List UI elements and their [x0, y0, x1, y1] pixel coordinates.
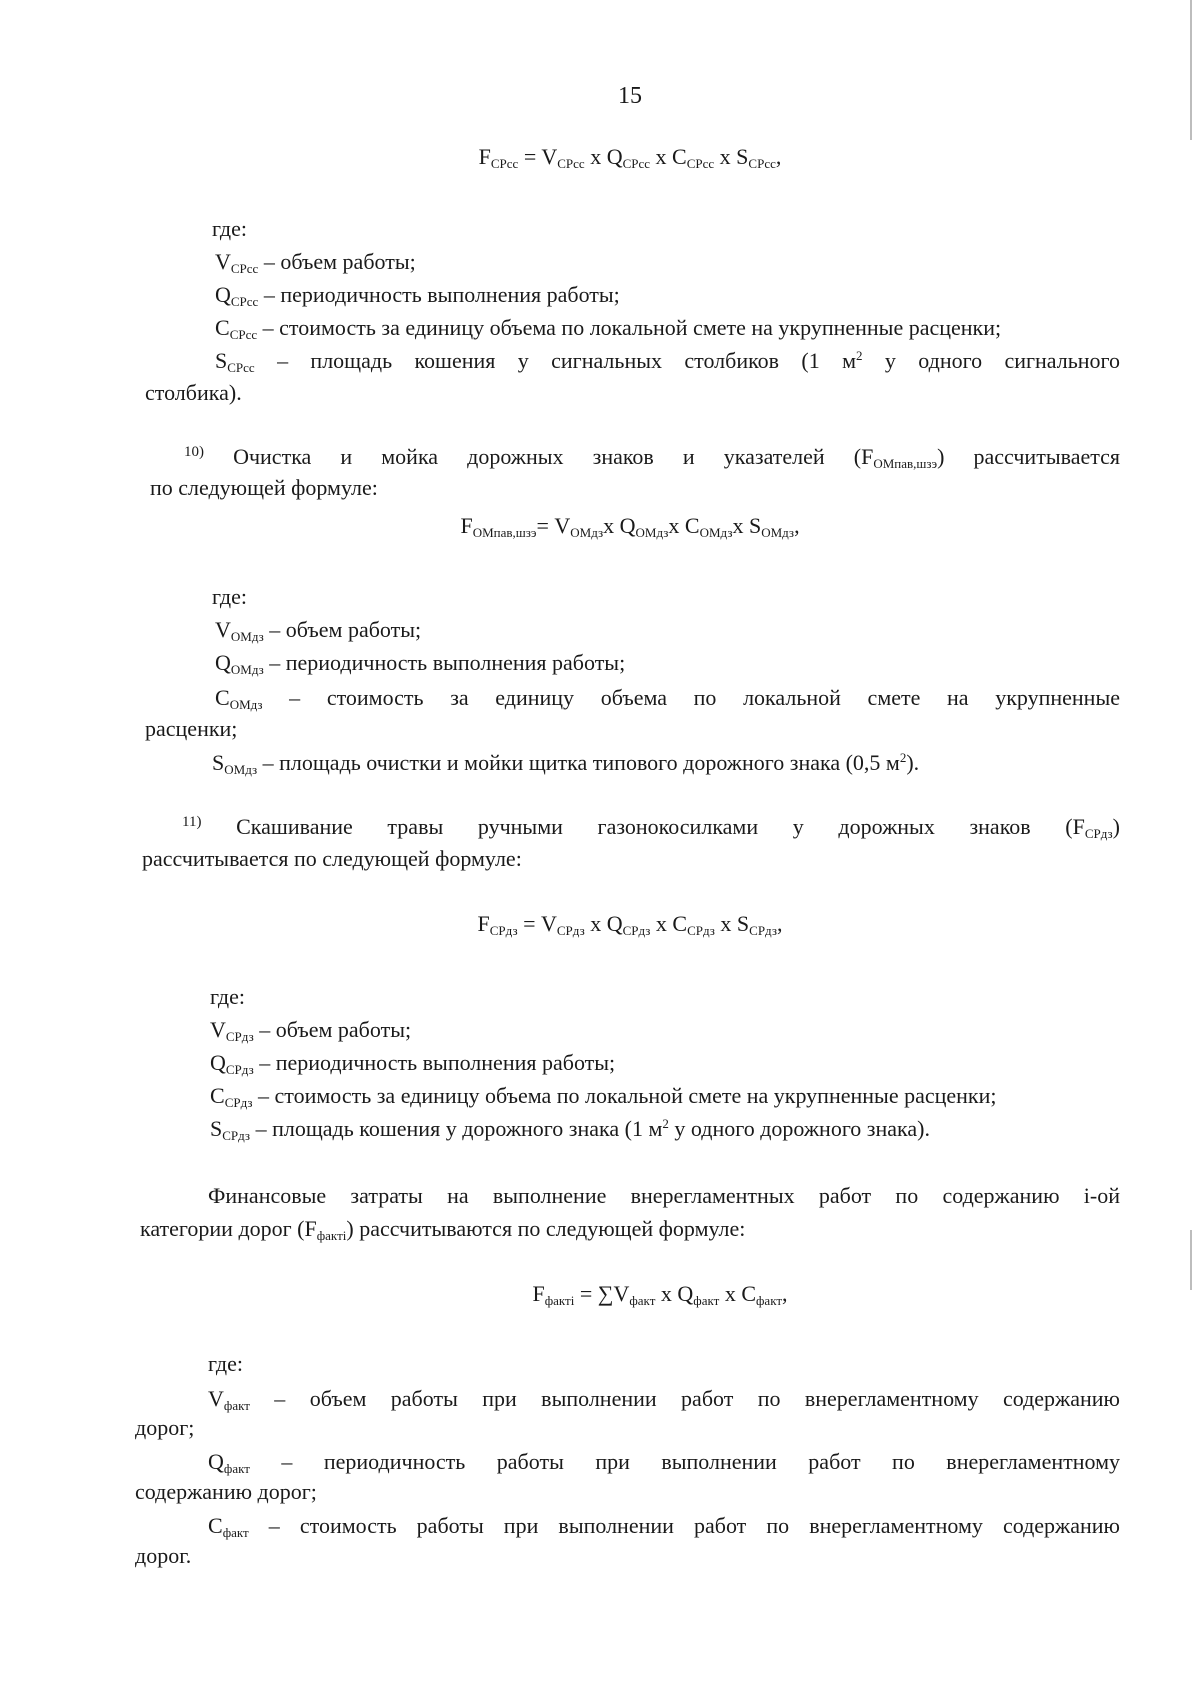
where-label: где: — [212, 584, 247, 609]
definition-c-fact: $C_{факт}$ – стоимость работы при выполнении работ по внерегламентному содержанию — [208, 1513, 1120, 1540]
definition-c-cpcc: $C_{CPcc}$ – стоимость за единицу объема по локальной смете на укрупненные расценки; — [215, 315, 1002, 342]
formula-cpdz: $F_{CPдз} = V_{CPдз}$ x $Q_{CPдз}$ x $C_{CPдз}$ x $S_{CPдз}$, — [477, 911, 783, 938]
definition-v-omdz: $V_{OMдз}$ – объем работы; — [215, 617, 422, 644]
paragraph-10-intro: $^{10)}$ Очистка и мойка дорожных знаков и указателей $(F_{OMпав,шзэ})$ рассчитывается — [184, 444, 1120, 471]
definition-s-omdz: $S_{OMдз}$ – площадь очистки и мойки щитка типового дорожного знака (0,5 $м^2$). — [212, 750, 920, 777]
formula-fact: $F_{фактi} = \sum V_{факт}$ x $Q_{факт}$ x $C_{факт}$, — [532, 1281, 788, 1308]
definition-c-cpdz: $C_{CPдз}$ – стоимость за единицу объема по локальной смете на укрупненные расценки; — [210, 1083, 997, 1110]
definition-v-cpdz: $V_{CPдз}$ – объем работы; — [210, 1017, 412, 1044]
definition-q-fact: $Q_{факт}$ – периодичность работы при выполнении работ по внерегламентному — [208, 1449, 1120, 1476]
paragraph-fact-intro: Финансовые затраты на выполнение внерегламентных работ по содержанию i-ой — [208, 1183, 1120, 1208]
definition-c-fact-continuation: дорог. — [135, 1543, 192, 1568]
definition-v-fact-continuation: дорог; — [135, 1415, 195, 1440]
paragraph-11-intro: $^{11)}$ Скашивание травы ручными газонокосилками у дорожных знаков $(F_{CPдз})$ — [182, 814, 1120, 841]
paragraph-11-continuation: рассчитывается по следующей формуле: — [142, 846, 522, 871]
where-label: где: — [208, 1351, 243, 1376]
definition-q-omdz: $Q_{OMдз}$ – периодичность выполнения работы; — [215, 650, 626, 677]
page-number: 15 — [618, 83, 642, 109]
definition-s-cpcc: $S_{CPcc}$ – площадь кошения у сигнальных столбиков (1 $м^2$ у одного сигнального — [215, 348, 1120, 375]
definition-v-cpcc: $V_{CPcc}$ – объем работы; — [215, 249, 416, 276]
definition-c-omdz-continuation: расценки; — [145, 716, 238, 741]
definition-s-cpdz: $S_{CPдз}$ – площадь кошения у дорожного знака (1 $м^2$ у одного дорожного знака). — [210, 1116, 930, 1143]
where-label: где: — [212, 216, 247, 241]
formula-cpcc: $F_{CPcc} = V_{CPcc}$ x $Q_{CPcc}$ x $C_{CPcc}$ x $S_{CPcc}$, — [478, 144, 782, 171]
where-label: где: — [210, 984, 245, 1009]
definition-q-cpdz: $Q_{CPдз}$ – периодичность выполнения работы; — [210, 1050, 616, 1077]
definition-v-fact: $V_{факт}$ – объем работы при выполнении работ по внерегламентному содержанию — [208, 1386, 1120, 1413]
scan-edge-mark — [1190, 0, 1192, 140]
paragraph-10-continuation: по следующей формуле: — [150, 475, 378, 500]
definition-c-omdz: $C_{OMдз}$ – стоимость за единицу объема по локальной смете на укрупненные — [215, 685, 1120, 712]
formula-omdz: $F_{OMпав,шзэ}= V_{OMдз}x$ $Q_{OMдз}x$ $C_{OMдз}x$ $S_{OMдз}$, — [460, 513, 800, 540]
definition-q-fact-continuation: содержанию дорог; — [135, 1479, 317, 1504]
definition-s-cpcc-continuation: столбика). — [145, 380, 242, 405]
paragraph-fact-continuation: категории дорог $(F_{фактi})$ рассчитываются по следующей формуле: — [140, 1216, 746, 1243]
definition-q-cpcc: $Q_{CPcc}$ – периодичность выполнения работы; — [215, 282, 620, 309]
